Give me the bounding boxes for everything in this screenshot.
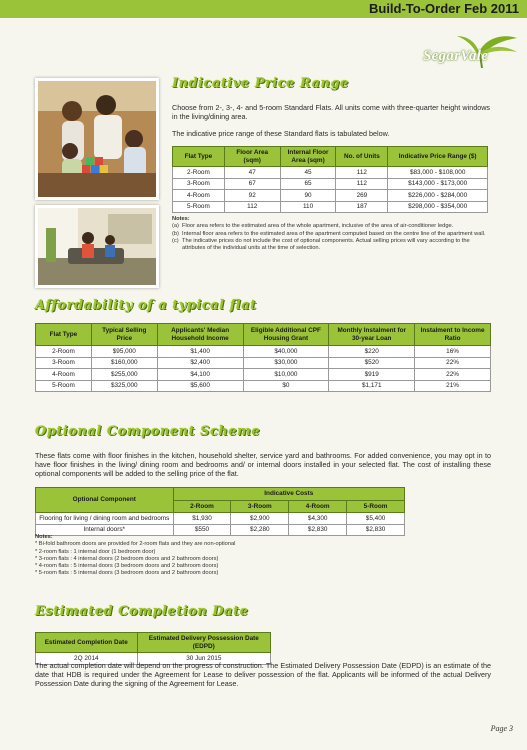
table-cell: 22% [415,369,491,381]
table-row [173,178,488,190]
header-title: Build-To-Order Feb 2011 [368,1,519,16]
family-photo [35,78,159,200]
table-cell: 3-Room [36,357,92,369]
column-header: Estimated Completion Date [36,633,138,653]
note-item: * 5-room flats : 5 internal doors (3 bedroom doors and 2 bathroom doors) [35,570,219,577]
affordability-heading: Affordability of a typical flat [35,298,257,313]
table-row [36,357,491,369]
column-header: No. of Units [336,147,388,167]
indicative-intro-2: The indicative price range of these Standard flats is tabulated below. [172,129,390,138]
note-text: Internal floor area refers to the estimated area of the apartment computed based on the centre line of the apartment wall. [182,230,486,237]
completion-text: The actual completion date will depend on the progress of construction. The Estimated Delivery Possession Date (EDPD) is an estimate of the date that HDB is required under the Agreement for Lease to deliver possession of the flat. Applicants will be informed of the actual Delivery Possession Date during the signing of the Agreement for Lease. [35,661,491,689]
table-cell: 21% [415,380,491,392]
note-text: The indicative prices do not include the cost of optional components. Actual selling prices will vary according to the attributes of the individual units at the time of selection. [182,237,470,252]
table-cell: $255,000 [91,369,157,381]
table-cell: $2,280 [231,524,289,536]
table-cell: 4-Room [173,190,225,202]
table-row [36,346,491,358]
table-cell: 112 [336,178,388,190]
column-header: Monthly Instalment for 30-year Loan [329,324,415,346]
optional-notes [35,534,455,578]
note-item: * Bi-fold bathroom doors are provided for 2-room flats and they are non-optional [35,541,236,548]
table-cell: $2,400 [157,357,243,369]
table-cell: 2-Room [36,346,92,358]
indicative-price-table [172,146,488,213]
table-cell: 112 [336,167,388,179]
column-header: Optional Component [36,488,174,513]
table-cell: 3-Room [173,178,225,190]
affordability-table [35,323,491,392]
table-cell: 90 [280,190,336,202]
column-header: Applicants' Median Household Income [157,324,243,346]
table-cell: $143,000 - $173,000 [388,178,488,190]
table-cell: $1,171 [329,380,415,392]
indicative-notes [172,216,492,252]
table-header-row [36,633,271,653]
note-key: (c) [172,237,179,244]
table-cell: 269 [336,190,388,202]
table-cell: $1,400 [157,346,243,358]
column-header: Eligible Additional CPF Housing Grant [243,324,329,346]
table-cell: 30 Jun 2015 [137,653,270,665]
table-row [36,369,491,381]
header-bar [0,0,527,18]
table-cell: $919 [329,369,415,381]
note-text: Floor area refers to the estimated area of the whole apartment, inclusive of the area of air-conditioner ledge. [182,223,454,230]
table-cell: 5-Room [36,380,92,392]
table-cell: 4-Room [36,369,92,381]
note-item [172,231,492,238]
column-header: 4-Room [289,500,347,513]
column-header: Indicative Price Range ($) [388,147,488,167]
note-key: (b) [172,230,179,237]
table-cell: $5,400 [347,513,405,525]
table-cell: 112 [224,201,280,213]
table-cell: $325,000 [91,380,157,392]
column-header: 3-Room [231,500,289,513]
table-cell: 65 [280,178,336,190]
table-cell: $298,000 - $354,000 [388,201,488,213]
table-header-row [36,324,491,346]
column-header: 2-Room [173,500,231,513]
table-cell: 16% [415,346,491,358]
column-header: Internal Floor Area (sqm) [280,147,336,167]
table-cell: $550 [173,524,231,536]
table-cell: 67 [224,178,280,190]
column-header: Estimated Delivery Possession Date (EDPD) [137,633,270,653]
table-cell: $2,900 [231,513,289,525]
table-cell: $520 [329,357,415,369]
table-row [36,513,405,525]
note-key: (a) [172,223,179,230]
table-cell: $220 [329,346,415,358]
notes-title: Notes: [172,216,190,222]
table-cell: $30,000 [243,357,329,369]
table-row [173,167,488,179]
table-cell: 2Q 2014 [36,653,138,665]
table-cell: Internal doors* [36,524,174,536]
table-cell: 47 [224,167,280,179]
table-row [36,380,491,392]
notes-title: Notes: [35,534,53,540]
table-row [173,190,488,202]
note-item [172,223,492,230]
brand-name: SegarVale [423,48,489,64]
table-cell: $226,000 - $284,000 [388,190,488,202]
living-room-image [38,208,156,285]
note-item [172,238,492,253]
table-cell: $2,830 [347,524,405,536]
optional-components-table [35,487,405,536]
optional-heading: Optional Component Scheme [35,424,261,439]
column-header: Typical Selling Price [91,324,157,346]
table-cell: 5-Room [173,201,225,213]
table-cell: $10,000 [243,369,329,381]
table-cell: Flooring for living / dining room and bedrooms [36,513,174,525]
table-cell: 187 [336,201,388,213]
table-cell: $5,600 [157,380,243,392]
table-header-row [173,147,488,167]
table-cell: 22% [415,357,491,369]
table-cell: $2,830 [289,524,347,536]
completion-heading: Estimated Completion Date [35,604,249,619]
family-image [38,81,156,197]
table-cell: $95,000 [91,346,157,358]
segarvale-logo [409,34,519,68]
table-cell: 92 [224,190,280,202]
table-header-row [36,488,405,501]
note-item: * 3-room flats : 4 internal doors (2 bedroom doors and 2 bathroom doors) [35,555,219,562]
column-header: Instalment to Income Ratio [415,324,491,346]
indicative-price-heading: Indicative Price Range [172,76,349,91]
column-header: Indicative Costs [173,488,404,501]
column-header: 5-Room [347,500,405,513]
table-cell: 2-Room [173,167,225,179]
optional-intro: These flats come with floor finishes in the kitchen, household shelter, service yard and bathrooms. For added convenience, you may opt in to have floor finishes in the living/ dining room and bedrooms and/ or internal doors installed in your selected flat. The cost of installing these optional components will be added to the selling price of the flat. [35,451,491,479]
note-item: * 2-room flats : 1 internal door (1 bedroom door) [35,548,156,555]
table-cell: $40,000 [243,346,329,358]
table-cell: 45 [280,167,336,179]
living-room-photo [35,205,159,288]
page-number: Page 3 [490,724,513,733]
column-header: Flat Type [36,324,92,346]
note-item: * 4-room flats : 5 internal doors (3 bedroom doors and 2 bathroom doors) [35,563,219,570]
table-cell: $160,000 [91,357,157,369]
table-cell: $1,930 [173,513,231,525]
table-cell: $4,100 [157,369,243,381]
table-cell: $0 [243,380,329,392]
completion-table [35,632,271,665]
table-cell: 110 [280,201,336,213]
column-header: Floor Area (sqm) [224,147,280,167]
indicative-intro: Choose from 2-, 3-, 4- and 5-room Standard Flats. All units come with three-quarter height windows in the living/dining area. [172,103,490,122]
column-header: Flat Type [173,147,225,167]
table-cell: $83,000 - $108,000 [388,167,488,179]
table-cell: $4,300 [289,513,347,525]
table-row [173,201,488,213]
